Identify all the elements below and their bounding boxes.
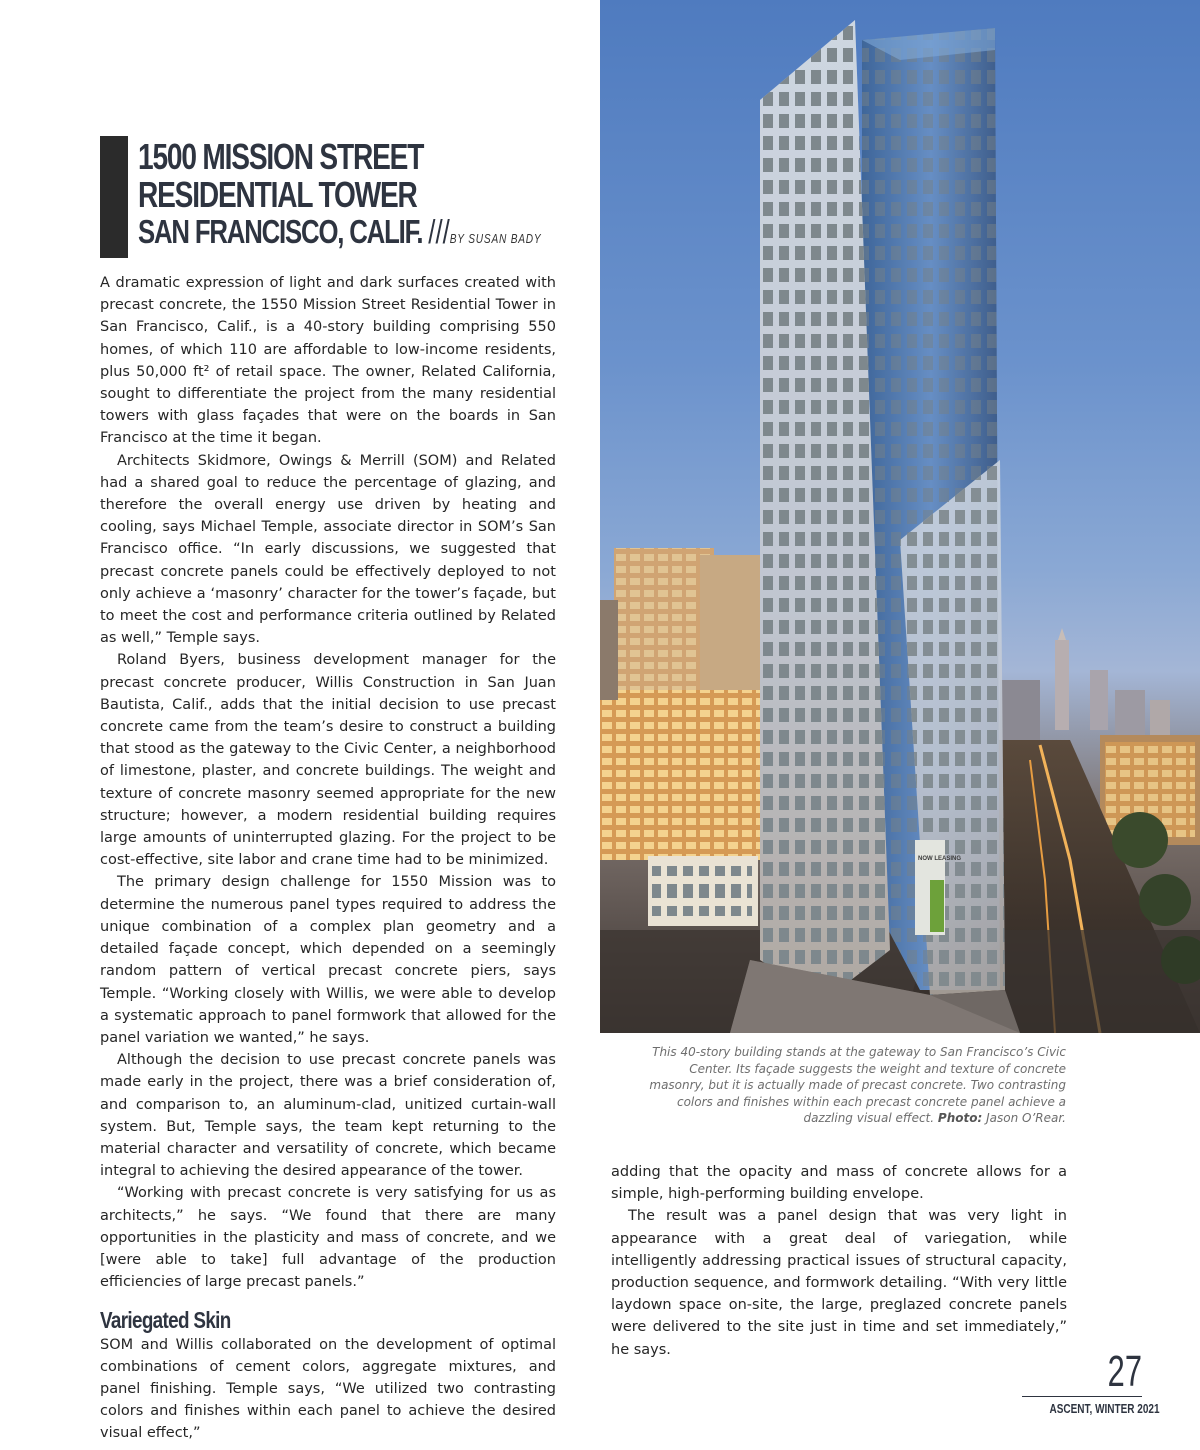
folio-divider (1022, 1396, 1142, 1397)
title-separator: /// (428, 213, 450, 250)
page-number: 27 (1107, 1347, 1142, 1396)
title-line-2: RESIDENTIAL TOWER (138, 174, 417, 215)
paragraph: SOM and Willis collaborated on the development of optimal combinations of cement colors, aggregate mixtures, and panel finishing. Temple says, “We utilized two contrasting colors and finishes within each panel to achieve the desired visual effect,” (100, 1336, 556, 1442)
paragraph: “Working with precast concrete is very satisfying for us as architects,” he says. “We found that there are many opportunities in the plasticity and mass of concrete, and we [were able to take] full advantage of the production efficiencies of large precast panels.” (100, 1185, 556, 1291)
article-title-block (100, 136, 570, 258)
paragraph: The result was a panel design that was very light in appearance with a great deal of variegation, while intelligently addressing practical issues of structural capacity, production sequence, and formwork detailing. “With very little laydown space on-site, the large, preglazed concrete panels were delivered to the site just in time and set immediately,” he says. (611, 1208, 1067, 1358)
publication-label: ASCENT, WINTER 2021 (1049, 1402, 1160, 1416)
subhead: Variegated Skin (100, 1307, 231, 1334)
distant-skyline (1000, 628, 1170, 750)
leasing-banner-text: NOW LEASING (918, 856, 961, 862)
title-city: SAN FRANCISCO, CALIF. (138, 213, 423, 250)
paragraph: adding that the opacity and mass of concrete allows for a simple, high-performing building envelope. (611, 1164, 1067, 1203)
paragraph: Roland Byers, business development manager for the precast concrete producer, Willis Construction in San Juan Bautista, Calif., adds that the initial decision to use precast concrete came from the team’s desire to construct a building that stood as the gateway to the Civic Center, a neighborhood of limestone, plaster, and concrete buildings. The weight and texture of concrete masonry seemed appropriate for the new structure; however, a modern residential building requires large amounts of uninterrupted glazing. For the project to be cost-effective, site labor and crane time had to be minimized. (100, 652, 556, 869)
photo-credit-name: Jason O’Rear. (986, 1111, 1066, 1125)
paragraph: The primary design challenge for 1550 Mission was to determine the numerous panel types required to address the unique combination of a complex plan geometry and a detailed façade concept, which depended on a seemingly random pattern of vertical precast concrete piers, says Temple. “Working closely with Willis, we were able to develop a systematic approach to panel formwork that allowed for the panel variation we wanted,” he says. (100, 874, 556, 1046)
title-line-1: 1500 MISSION STREET (138, 136, 424, 177)
page-folio (1022, 1347, 1160, 1418)
tower-illustration (600, 0, 1200, 1033)
caption-text: This 40-story building stands at the gateway to San Francisco’s Civic Center. Its façade suggests the weight and texture of concrete masonry, but it is actually made of precast concrete. Two contrasting colors and finishes within each precast concrete panel achieve a dazzling visual effect. (649, 1045, 1066, 1125)
main-tower (730, 20, 1020, 1033)
building-photo (600, 0, 1200, 1033)
photo-credit-label: Photo: (937, 1111, 983, 1125)
article-column-left (100, 272, 556, 1445)
article-title (138, 138, 655, 257)
byline: BY SUSAN BADY (449, 231, 542, 246)
title-line-3 (138, 214, 541, 257)
article-column-right (611, 1161, 1067, 1361)
title-accent-bar (100, 136, 128, 258)
paragraph: Although the decision to use precast concrete panels was made early in the project, there was a brief consideration of, and comparison to, an aluminum-clad, unitized curtain-wall system. But, Temple says, the team kept returning to the material character and versatility of concrete, which became integral to achieving the desired appearance of the tower. (100, 1052, 556, 1180)
photo-caption (640, 1044, 1066, 1127)
paragraph: Architects Skidmore, Owings & Merrill (SOM) and Related had a shared goal to reduce the percentage of glazing, and therefore the overall energy use driven by heating and cooling, says Michael Temple, associate director in SOM’s San Francisco office. “In early discussions, we suggested that precast concrete panels could be effectively deployed to not only achieve a ‘masonry’ character for the tower’s façade, but to meet the cost and performance criteria outlined by Related as well,” Temple says. (100, 452, 556, 647)
paragraph: A dramatic expression of light and dark surfaces created with precast concrete, the 1550 Mission Street Residential Tower in San Francisco, Calif., is a 40-story building comprising 550 homes, of which 110 are affordable to low-income residents, plus 50,000 ft² of retail space. The owner, Related California, sought to differentiate the project from the many residential towers with glass façades that were on the boards in San Francisco at the time it began. (100, 275, 556, 447)
